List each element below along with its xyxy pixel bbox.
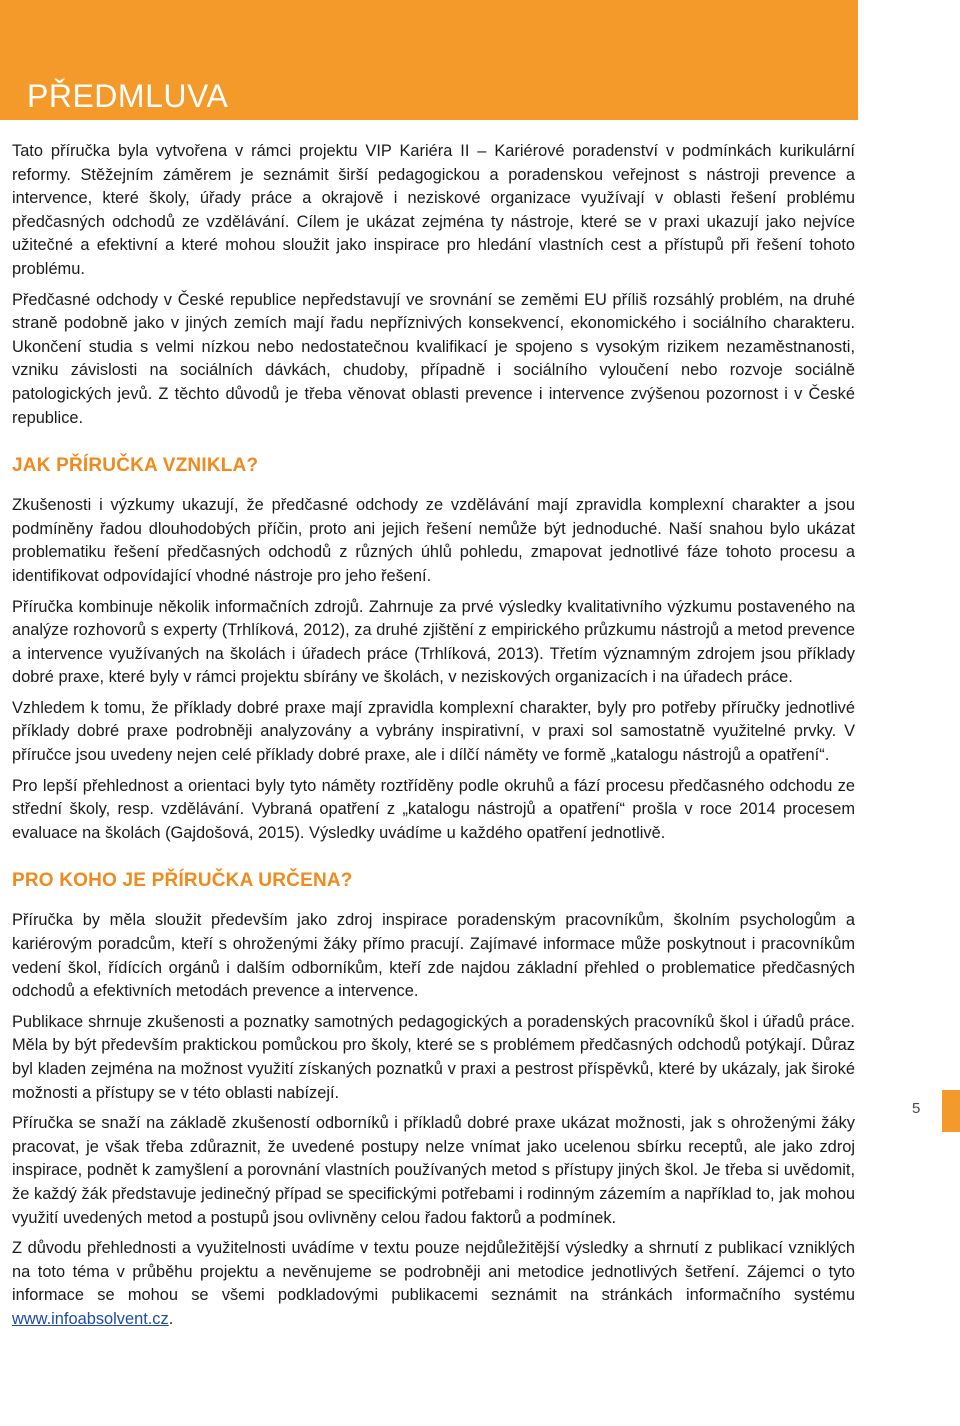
page-title: PŘEDMLUVA	[27, 78, 229, 114]
header-banner	[0, 0, 858, 120]
audience-paragraph-3: Příručka se snaží na základě zkušeností odborníků i příkladů dobré praxe ukázat možnosti, jak s ohroženými žáky pracovat, je však třeba zdůraznit, že uvedené postupy nelze vnímat jako ucelenou sbírku receptů, ale jako zdroj inspirace, podnět k zamyšlení a porovnání vlastních používaných metod s přístupy jiných škol. Je třeba si uvědomit, že každý žák představuje jedinečný případ se specifickými potřebami i rodinným zázemím a například to, jak mohou využití uvedených metod a postupů jsou ovlivněny celou řadou faktorů a podmínek.	[12, 1114, 855, 1227]
origin-paragraph-2: Příručka kombinuje několik informačních zdrojů. Zahrnuje za prvé výsledky kvalitativního výzkumu postaveného na analýze rozhovorů s experty (Trhlíková, 2012), za druhé zjištění z empirického průzkumu nástrojů a metod prevence a intervence využívaných na školách i úřadech práce (Trhlíková, 2013). Třetím významným zdrojem jsou příklady dobré praxe, které byly v rámci projektu sbírány ve školách, v neziskových organizacích i na úřadech práce.	[12, 597, 855, 687]
document-body	[12, 140, 855, 1339]
infoabsolvent-link[interactable]: www.infoabsolvent.cz	[12, 1309, 169, 1328]
intro-paragraph-2: Předčasné odchody v České republice nepředstavují ve srovnání se zeměmi EU příliš rozsáhlý problém, na druhé straně podobně jako v jiných zemích mají řadu nepříznivých konsekvencí, ekonomického i sociálního charakteru. Ukončení studia s velmi nízkou nebo nedostatečnou kvalifikací je spojeno s vysokým rizikem nezaměstnanosti, vzniku závislosti na sociálních dávkách, chudoby, případně i sociálního vyloučení nebo rozvoje sociálně patologických jevů. Z těchto důvodů je třeba věnovat oblasti prevence i intervence zvýšenou pozornost i v České republice.	[12, 290, 855, 427]
section-heading-audience: PRO KOHO JE PŘÍRUČKA URČENA?	[12, 870, 353, 892]
audience-paragraph-4-text: Z důvodu přehlednosti a využitelnosti uvádíme v textu pouze nejdůležitější výsledky a shrnutí z publikací vzniklých na toto téma v průběhu projektu a nevěnujeme se podrobněji ani metodice jednotlivých šetření. Zájemci o tyto informace se mohou se všemi podkladovými publikacemi seznámit na stránkách informačního systému	[12, 1239, 855, 1305]
audience-paragraph-4-end: .	[168, 1309, 174, 1328]
audience-paragraph-1: Příručka by měla sloužit především jako zdroj inspirace poradenským pracovníkům, školním psychologům a kariérovým poradcům, kteří s ohroženými žáky přímo pracují. Zajímavé informace může poskytnout i pracovníkům vedení škol, řídících orgánů i dalším odborníkům, kteří zde najdou základní přehled o problematice předčasných odchodů a efektivních metodách prevence a intervence.	[12, 911, 855, 1001]
intro-paragraph-1: Tato příručka byla vytvořena v rámci projektu VIP Kariéra II – Kariérové poradenství v podmínkách kurikulární reformy. Stěžejním záměrem je seznámit širší pedagogickou a poradenskou veřejnost s nástroji prevence a intervence, které školy, úřady práce a okrajově i neziskové organizace využívají v oblasti řešení problému předčasných odchodů ze vzdělávání. Cílem je ukázat zejména ty nástroje, které se v praxi ukazují jako nejvíce užitečné a efektivní a které mohou sloužit jako inspirace pro hledání vlastních cest a přístupů při řešení tohoto problému.	[12, 142, 855, 278]
origin-paragraph-4: Pro lepší přehlednost a orientaci byly tyto náměty roztříděny podle okruhů a fází procesu předčasného odchodu ze střední školy, resp. vzdělávání. Vybraná opatření z „katalogu nástrojů a opatření“ prošla v roce 2014 procesem evaluace na školách (Gajdošová, 2015). Výsledky uvádíme u každého opatření jednotlivě.	[12, 776, 855, 842]
origin-paragraph-3: Vzhledem k tomu, že příklady dobré praxe mají zpravidla komplexní charakter, byly pro potřeby příručky jednotlivé příklady dobré praxe podrobněji analyzovány a vybrány inspirativní, v praxi sol samostatně využitelné prvky. V příručce jsou uvedeny nejen celé příklady dobré praxe, ale i dílčí náměty ve formě „katalogu nástrojů a opatření“.	[12, 698, 855, 765]
audience-paragraph-4	[12, 1237, 855, 1331]
origin-paragraph-1: Zkušenosti i výzkumy ukazují, že předčasné odchody ze vzdělávání mají zpravidla komplexní charakter a jsou podmíněny řadou dlouhodobých příčin, proto ani jejich řešení nemůže být jednoduché. Naší snahou bylo ukázat problematiku řešení předčasných odchodů z různých úhlů pohledu, zmapovat jednotlivé fáze tohoto procesu a identifikovat odpovídající vhodné nástroje pro jeho řešení.	[12, 496, 855, 585]
audience-paragraph-2: Publikace shrnuje zkušenosti a poznatky samotných pedagogických a poradenských pracovníků škol i úřadů práce. Měla by být především praktickou pomůckou pro školy, které se s problémem předčasných odchodů potýkají. Důraz byl kladen zejména na možnost využití získaných poznatků v praxi a pestrost příspěvků, které by ukázaly, jak široké možnosti a přístupy se v této oblasti nabízejí.	[12, 1012, 855, 1102]
section-heading-origin: JAK PŘÍRUČKA VZNIKLA?	[12, 455, 259, 477]
page-number: 5	[912, 1100, 921, 1117]
page-marker-bar	[942, 1090, 960, 1132]
